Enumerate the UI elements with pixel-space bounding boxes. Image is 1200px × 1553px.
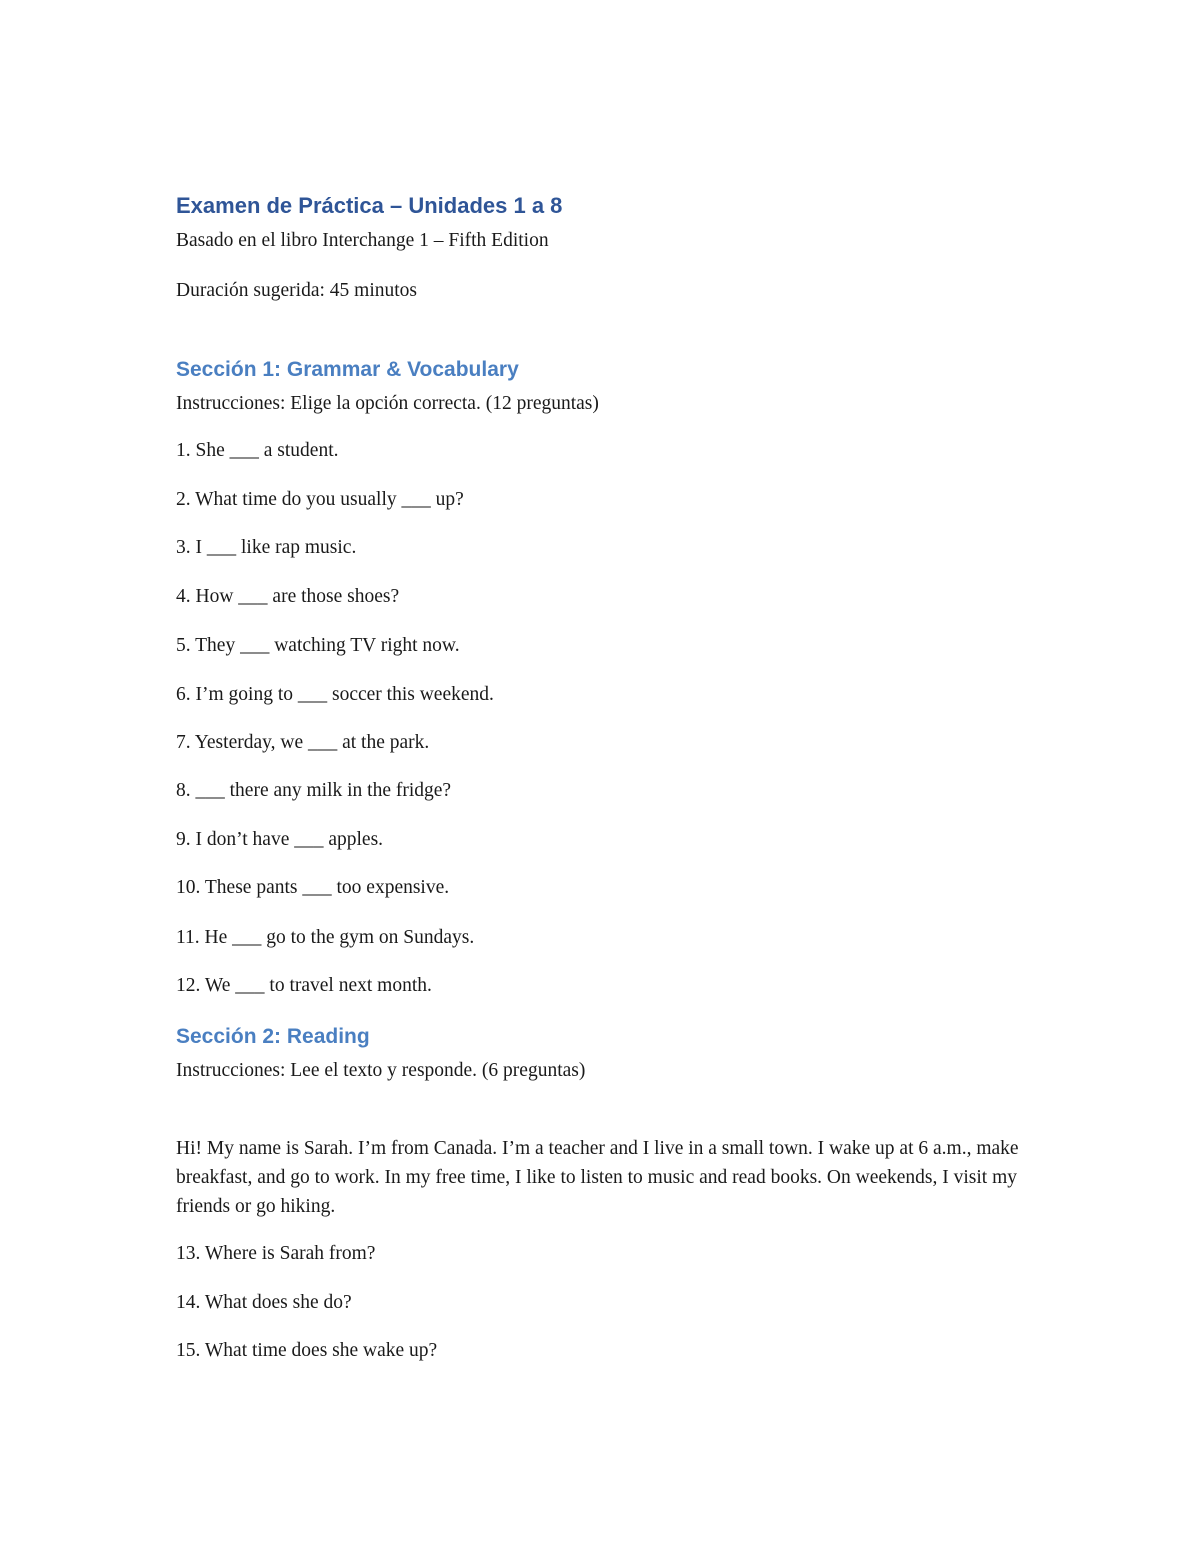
question-item: 12. We ___ to travel next month. bbox=[176, 975, 432, 996]
question-item: 9. I don’t have ___ apples. bbox=[176, 829, 384, 850]
question-item: 14. What does she do? bbox=[176, 1292, 352, 1313]
reading-passage: Hi! My name is Sarah. I’m from Canada. I’m a teacher and I live in a small town. I wake up at 6 a.m., make breakfast, and go to work. In my free time, I like to listen to music and read books. On weekends, I visit my friends or go hiking. bbox=[176, 1138, 1019, 1217]
question-item: 2. What time do you usually ___ up? bbox=[176, 489, 464, 510]
question-item: 6. I’m going to ___ soccer this weekend. bbox=[176, 684, 494, 705]
question-item: 8. ___ there any milk in the fridge? bbox=[176, 780, 452, 801]
section-2-instructions: Instrucciones: Lee el texto y responde. (6 preguntas) bbox=[176, 1060, 586, 1081]
question-item: 1. She ___ a student. bbox=[176, 440, 339, 461]
question-item: 11. He ___ go to the gym on Sundays. bbox=[176, 927, 475, 948]
question-item: 7. Yesterday, we ___ at the park. bbox=[176, 732, 430, 753]
question-item: 5. They ___ watching TV right now. bbox=[176, 635, 460, 656]
document-title: Examen de Práctica – Unidades 1 a 8 bbox=[176, 193, 563, 218]
question-item: 4. How ___ are those shoes? bbox=[176, 586, 400, 607]
section-1-heading: Sección 1: Grammar & Vocabulary bbox=[176, 358, 519, 381]
duration-text: Duración sugerida: 45 minutos bbox=[176, 280, 417, 301]
question-item: 13. Where is Sarah from? bbox=[176, 1243, 376, 1264]
section-1-instructions: Instrucciones: Elige la opción correcta. (12 preguntas) bbox=[176, 393, 599, 414]
question-item: 15. What time does she wake up? bbox=[176, 1340, 438, 1361]
section-2-heading: Sección 2: Reading bbox=[176, 1025, 370, 1048]
question-item: 3. I ___ like rap music. bbox=[176, 537, 357, 558]
document-subtitle: Basado en el libro Interchange 1 – Fifth Edition bbox=[176, 230, 549, 251]
question-item: 10. These pants ___ too expensive. bbox=[176, 877, 450, 898]
